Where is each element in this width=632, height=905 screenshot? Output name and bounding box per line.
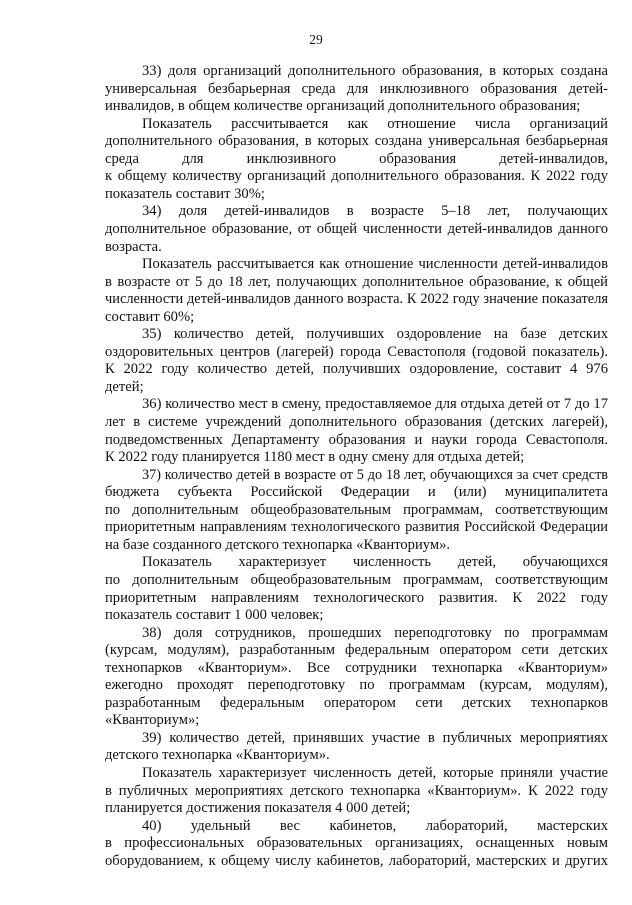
text-line: составит 60%; <box>105 308 195 325</box>
text-line: среда для инклюзивного образования детей-инвалидов, <box>105 150 608 167</box>
page-number: 29 <box>309 32 323 47</box>
text-line: в публичных мероприятиях детского технопарка «Кванториум». К 2022 году <box>105 782 608 799</box>
text-line: К 2022 году планируется 1180 мест в одну смену для отдыха детей; <box>105 449 525 466</box>
text-line: ежегодно проходят переподготовку по программам (курсам, модулям), <box>105 677 608 694</box>
text-line: оздоровительных центров (лагерей) города Севастополя (годовой показатель). <box>105 343 608 360</box>
text-line: оборудованием, к общему числу кабинетов, лабораторий, мастерских и других <box>105 852 608 869</box>
text-line: 39) количество детей, принявших участие в публичных мероприятиях <box>142 729 608 746</box>
text-line: показатель составит 30%; <box>105 185 265 202</box>
text-line: Показатель рассчитывается как отношение числа организаций <box>142 115 608 132</box>
text-line: показатель составит 1 000 человек; <box>105 607 324 624</box>
text-line: 37) количество детей в возрасте от 5 до 18 лет, обучающихся за счет средств <box>142 466 608 483</box>
text-line: дополнительного образования, в которых создана универсальная безбарьерная <box>105 133 608 150</box>
text-line: Показатель рассчитывается как отношение численности детей-инвалидов <box>142 256 608 273</box>
text-line: в профессиональных образовательных организациях, оснащенных новым <box>105 835 608 852</box>
text-line: дополнительное образование, от общей численности детей-инвалидов данного <box>105 220 608 237</box>
text-line: детей; <box>105 378 144 395</box>
text-line: 40) удельный вес кабинетов, лабораторий, мастерских <box>142 817 608 834</box>
text-line: 35) количество детей, получивших оздоровление на базе детских <box>142 326 608 343</box>
text-line: 36) количество мест в смену, предоставляемое для отдыха детей от 7 до 17 <box>142 396 608 413</box>
text-line: разработанным федеральным оператором сети детских технопарков <box>105 694 608 711</box>
text-line: численности детей-инвалидов данного возраста. К 2022 году значение показателя <box>105 291 608 308</box>
text-line: инвалидов, в общем количестве организаций дополнительного образования; <box>105 98 581 115</box>
text-line: по дополнительным общеобразовательным программам, соответствующим <box>105 501 608 518</box>
text-line: по дополнительным общеобразовательным программам, соответствующим <box>105 571 608 588</box>
text-line: лет в системе учреждений дополнительного образования (детских лагерей), <box>105 414 608 430</box>
text-line: возраста. <box>105 238 162 255</box>
text-line: технопарков «Кванториум». Все сотрудники технопарка «Кванториум» <box>105 659 608 676</box>
text-line: приоритетным направлениям технологического развития. К 2022 году <box>105 589 608 606</box>
text-line: детского технопарка «Кванториум». <box>105 747 330 764</box>
text-line: Показатель характеризует численность детей, которые приняли участие <box>142 765 608 781</box>
text-line: универсальная безбарьерная среда для инклюзивного образования детей- <box>105 80 608 97</box>
text-line: 33) доля организаций дополнительного образования, в которых создана <box>142 63 608 79</box>
text-line: к общему количеству организаций дополнительного образования. К 2022 году <box>105 168 608 185</box>
text-line: (курсам, модулям), разработанным федеральным оператором сети детских <box>105 642 608 659</box>
text-line: 38) доля сотрудников, прошедших переподготовку по программам <box>142 624 608 641</box>
text-line: 34) доля детей-инвалидов в возрасте 5–18 лет, получающих <box>142 203 608 220</box>
text-line: «Кванториум»; <box>105 712 200 729</box>
text-line: К 2022 году количество детей, получивших оздоровление, составит 4 976 <box>105 361 608 378</box>
text-line: в возрасте от 5 до 18 лет, получающих дополнительное образование, к общей <box>105 273 608 290</box>
text-line: планируется достижения показателя 4 000 детей; <box>105 800 411 817</box>
text-line: на базе созданного детского технопарка «Кванториум». <box>105 536 451 553</box>
text-line: приоритетным направлениям технологического развития Российской Федерации <box>105 519 608 536</box>
text-line: подведомственных Департаменту образования и науки города Севастополя. <box>105 431 608 448</box>
text-line: бюджета субъекта Российской Федерации и (или) муниципалитета <box>105 484 608 501</box>
text-line: Показатель характеризует численность детей, обучающихся <box>142 554 608 571</box>
